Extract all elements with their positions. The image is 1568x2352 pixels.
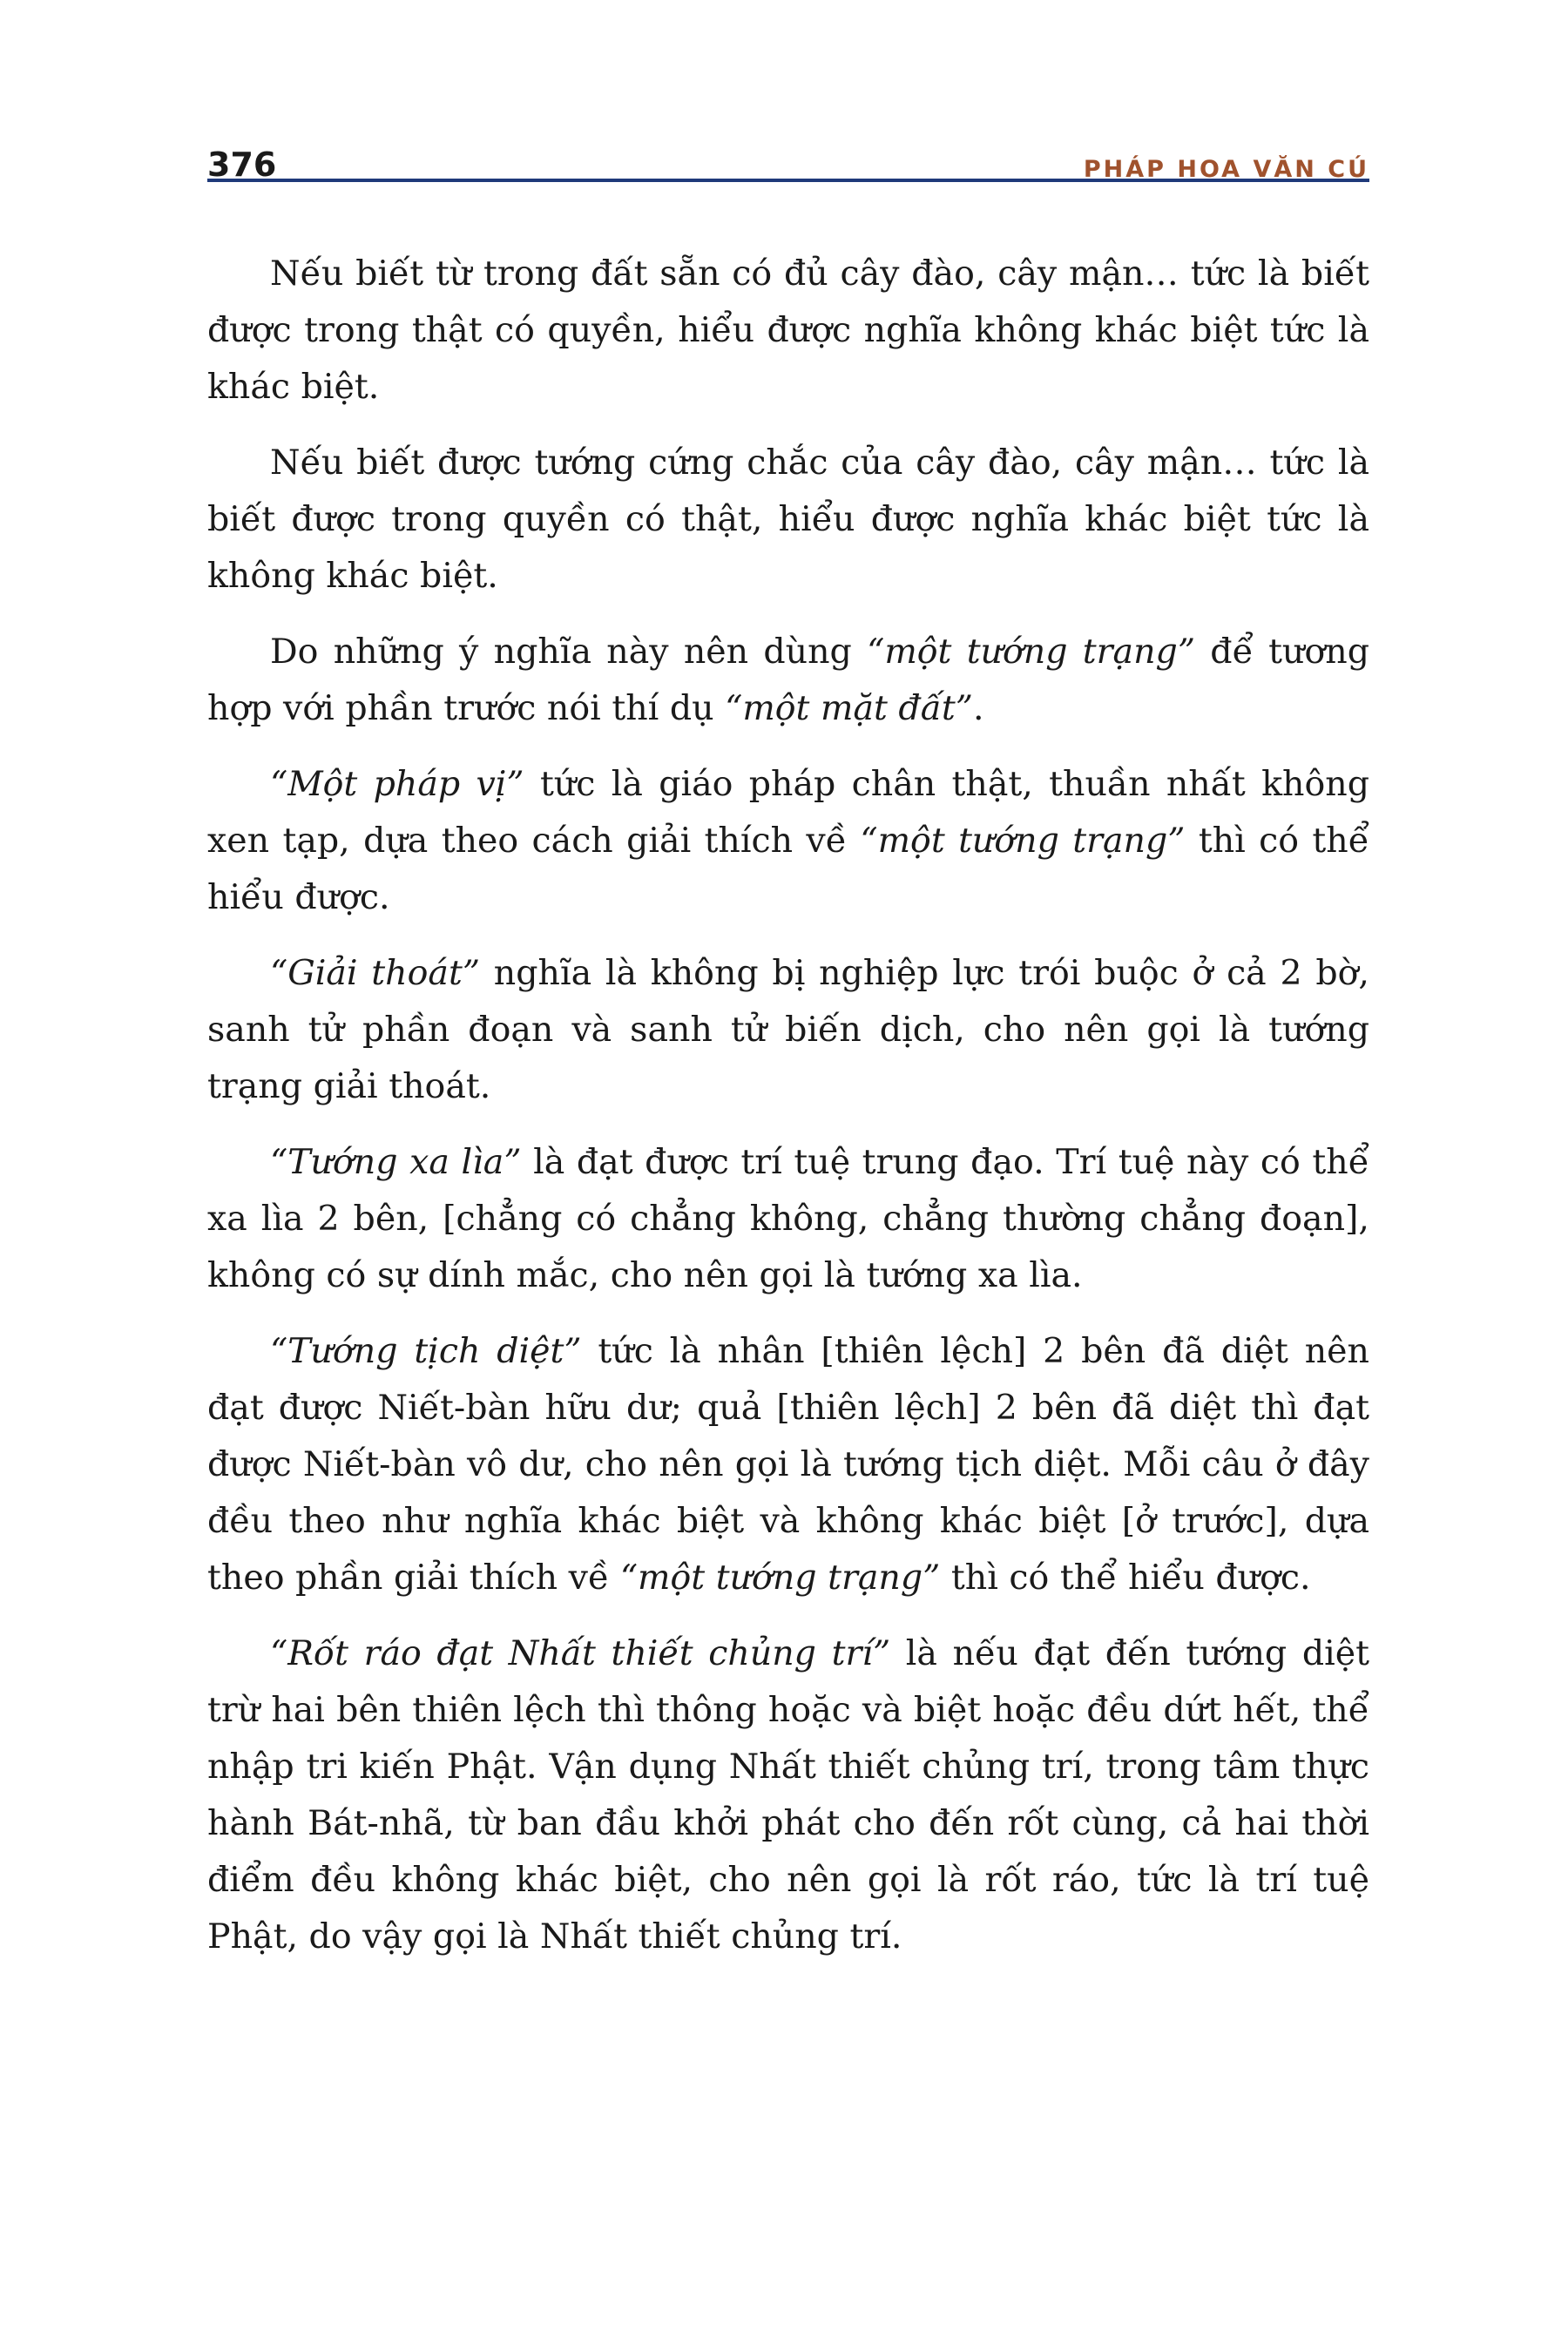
quoted-term: “một mặt đất”	[725, 688, 973, 728]
paragraph-6: “Tướng xa lìa” là đạt được trí tuệ trung đạo. Trí tuệ này có thể xa lìa 2 bên, [chẳng có chẳng không, chẳng thường chẳng đoạn], không có sự dính mắc, cho nên gọi là tướng xa lìa.	[207, 1142, 1369, 1295]
paragraph-5: “Giải thoát” nghĩa là không bị nghiệp lực trói buộc ở cả 2 bờ, sanh tử phần đoạn và sanh tử biến dịch, cho nên gọi là tướng trạng giải thoát.	[207, 953, 1369, 1106]
page-number: 376	[207, 145, 277, 184]
paragraph-1: Nếu biết từ trong đất sẵn có đủ cây đào, cây mận… tức là biết được trong thật có quyền, hiểu được nghĩa không khác biệt tức là khác biệt.	[207, 253, 1369, 407]
quoted-term: “Tướng tịch diệt”	[270, 1331, 582, 1371]
quoted-term: “một tướng trạng”	[619, 1558, 941, 1598]
quoted-term: “Tướng xa lìa”	[270, 1142, 522, 1182]
paragraph-3: Do những ý nghĩa này nên dùng “một tướng trạng” để tương hợp với phần trước nói thí dụ “một mặt đất”.	[207, 632, 1369, 728]
paragraph-4: “Một pháp vị” tức là giáo pháp chân thật, thuần nhất không xen tạp, dựa theo cách giải thích về “một tướng trạng” thì có thể hiểu được.	[207, 764, 1370, 917]
quoted-term: “một tướng trạng”	[860, 821, 1186, 861]
header-rule	[207, 179, 1369, 182]
running-title: PHÁP HOA VĂN CÚ	[1083, 156, 1369, 183]
quoted-term: “Giải thoát”	[270, 953, 481, 993]
page-header	[207, 122, 1369, 184]
quoted-term: “một tướng trạng”	[867, 632, 1196, 672]
quoted-term: “Rốt ráo đạt Nhất thiết chủng trí”	[270, 1633, 891, 1673]
body-text	[207, 246, 1369, 1984]
paragraph-8: “Rốt ráo đạt Nhất thiết chủng trí” là nếu đạt đến tướng diệt trừ hai bên thiên lệch thì thông hoặc và biệt hoặc đều dứt hết, thể nhập tri kiến Phật. Vận dụng Nhất thiết chủng trí, trong tâm thực hành Bát-nhã, từ ban đầu khởi phát cho đến rốt cùng, cả hai thời điểm đều không khác biệt, cho nên gọi là rốt ráo, tức là trí tuệ Phật, do vậy gọi là Nhất thiết chủng trí.	[207, 1633, 1369, 1957]
paragraph-2: Nếu biết được tướng cứng chắc của cây đào, cây mận… tức là biết được trong quyền có thật, hiểu được nghĩa khác biệt tức là không khác biệt.	[207, 443, 1369, 596]
quoted-term: “Một pháp vị”	[270, 764, 524, 804]
paragraph-7: “Tướng tịch diệt” tức là nhân [thiên lệch] 2 bên đã diệt nên đạt được Niết-bàn hữu dư; quả [thiên lệch] 2 bên đã diệt thì đạt được Niết-bàn vô dư, cho nên gọi là tướng tịch diệt. Mỗi câu ở đây đều theo như nghĩa khác biệt và không khác biệt [ở trước], dựa theo phần giải thích về “một tướng trạng” thì có thể hiểu được.	[207, 1331, 1369, 1598]
